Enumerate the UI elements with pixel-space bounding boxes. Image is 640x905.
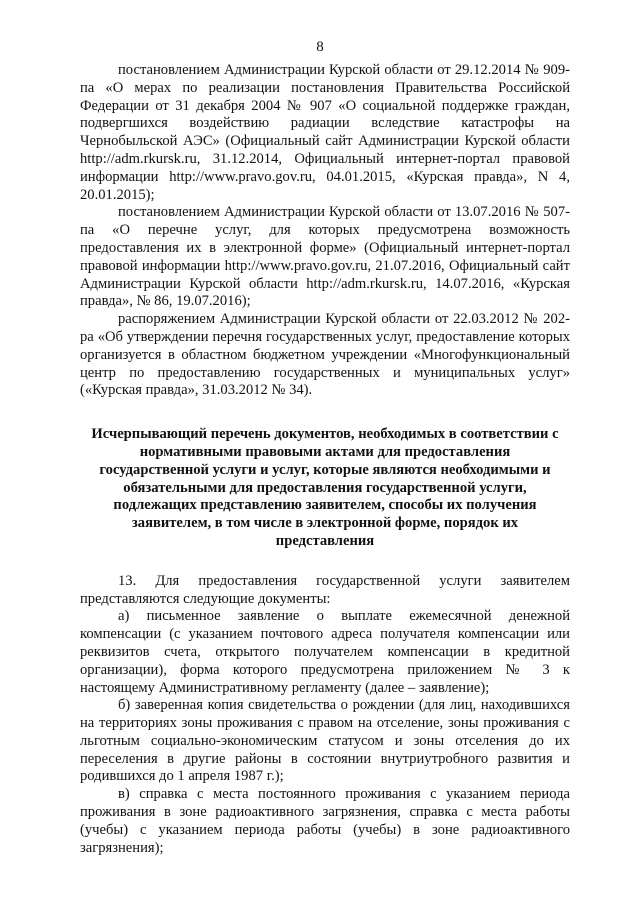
section-heading: Исчерпывающий перечень документов, необходимых в соответствии с нормативными правовыми актами для предоставления государственной услуги и услуг, которые являются необходимыми и обязательными для предоставления государственной услуги, подлежащих представлению заявителем, способы их получения заявителем, в том числе в электронной форме, порядок их представления	[91, 426, 559, 549]
paragraph-order-202ra: распоряжением Администрации Курской области от 22.03.2012 № 202-ра «Об утверждении перечня государственных услуг, предоставление которых организуется в областном бюджетном учреждении «Многофункциональный центр по предоставлению государственных и муниципальных услуг» («Курская правда», 31.03.2012 № 34).	[80, 311, 570, 399]
paragraph-resolution-909pa: постановлением Администрации Курской области от 29.12.2014 № 909-па «О мерах по реализации постановления Правительства Российской Федерации от 31 декабря 2004 № 907 «О социальной поддержке граждан, подвергшихся воздействию радиации вследствие катастрофы на Чернобыльской АЭС» (Официальный сайт Администрации Курской области http://adm.rkursk.ru, 31.12.2014, Официальный интернет-портал правовой информации http://www.pravo.gov.ru, 04.01.2015, «Курская правда», N 4, 20.01.2015);	[80, 62, 570, 203]
paragraph-subitem-a: а) письменное заявление о выплате ежемесячной денежной компенсации (с указанием почтового адреса получателя компенсации или реквизитов счета, открытого получателем компенсации в кредитной организации), форма которого предусмотрена приложением № 3 к настоящему Административному регламенту (далее – заявление);	[80, 608, 570, 696]
paragraph-subitem-b: б) заверенная копия свидетельства о рождении (для лиц, находившихся на территориях зоны проживания с правом на отселение, зоны проживания с льготным социально-экономическим статусом и зоны отселения до их переселения в другие районы в состоянии внутриутробного развития и родившихся до 1 апреля 1987 г.);	[80, 697, 570, 785]
paragraph-resolution-507pa: постановлением Администрации Курской области от 13.07.2016 № 507-па «О перечне услуг, для которых предусмотрена возможность предоставления их в электронной форме» (Официальный интернет-портал правовой информации http://www.pravo.gov.ru, 21.07.2016, Официальный сайт Администрации Курской области http://adm.rkursk.ru, 14.07.2016, «Курская правда», № 86, 19.07.2016);	[80, 204, 570, 310]
paragraph-subitem-v: в) справка с места постоянного проживания с указанием периода проживания в зоне радиоактивного загрязнения, справка с места работы (учебы) с указанием периода работы (учебы) в зоне радиоактивного загрязнения);	[80, 786, 570, 856]
document-body	[80, 62, 570, 857]
page-number: 8	[316, 39, 324, 55]
paragraph-item-13: 13. Для предоставления государственной услуги заявителем представляются следующие документы:	[80, 572, 570, 607]
